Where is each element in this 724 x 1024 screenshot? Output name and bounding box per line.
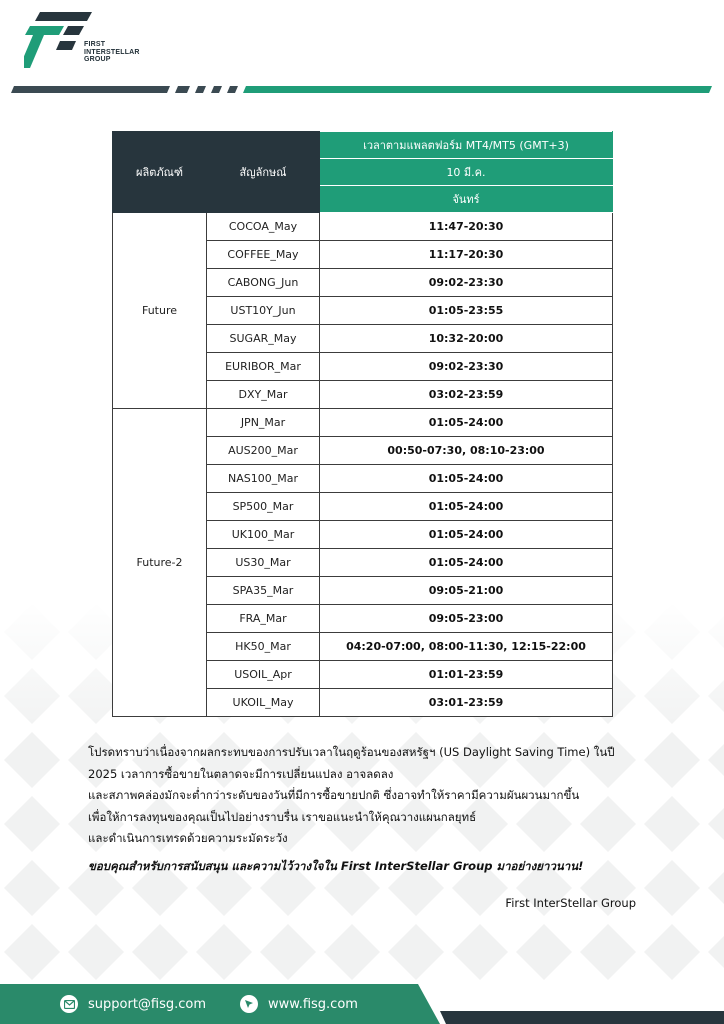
symbol-cell: US30_Mar — [207, 549, 320, 577]
time-cell: 04:20-07:00, 08:00-11:30, 12:15-22:00 — [320, 633, 613, 661]
symbol-cell: EURIBOR_Mar — [207, 353, 320, 381]
time-cell: 01:05-24:00 — [320, 465, 613, 493]
trading-hours-table — [112, 131, 613, 717]
time-cell: 01:01-23:59 — [320, 661, 613, 689]
symbol-cell: USOIL_Apr — [207, 661, 320, 689]
product-cell: Future — [113, 213, 207, 409]
time-cell: 01:05-23:55 — [320, 297, 613, 325]
symbol-cell: DXY_Mar — [207, 381, 320, 409]
signature: First InterStellar Group — [505, 896, 636, 910]
symbol-cell: COFFEE_May — [207, 241, 320, 269]
symbol-cell: SP500_Mar — [207, 493, 320, 521]
header-stripe-bar — [0, 84, 724, 96]
symbol-cell: FRA_Mar — [207, 605, 320, 633]
header-date: 10 มี.ค. — [320, 159, 613, 186]
footer-email[interactable] — [60, 995, 206, 1013]
symbol-cell: JPN_Mar — [207, 409, 320, 437]
notice-line: โปรดทราบว่าเนื่องจากผลกระทบของการปรับเวลาในฤดูร้อนของสหรัฐฯ (US Daylight Saving Time) ในปี — [88, 745, 615, 759]
time-cell: 11:47-20:30 — [320, 213, 613, 241]
symbol-cell: UK100_Mar — [207, 521, 320, 549]
symbol-cell: NAS100_Mar — [207, 465, 320, 493]
header-product: ผลิตภัณฑ์ — [113, 132, 207, 213]
table-row — [113, 213, 613, 241]
time-cell: 03:02-23:59 — [320, 381, 613, 409]
footer-website-text[interactable]: www.fisg.com — [268, 996, 358, 1012]
symbol-cell: CABONG_Jun — [207, 269, 320, 297]
time-cell: 01:05-24:00 — [320, 409, 613, 437]
time-cell: 01:05-24:00 — [320, 549, 613, 577]
symbol-cell: SPA35_Mar — [207, 577, 320, 605]
header-day: จันทร์ — [320, 186, 613, 213]
time-cell: 09:05-23:00 — [320, 605, 613, 633]
symbol-cell: UST10Y_Jun — [207, 297, 320, 325]
symbol-cell: COCOA_May — [207, 213, 320, 241]
time-cell: 11:17-20:30 — [320, 241, 613, 269]
symbol-cell: AUS200_Mar — [207, 437, 320, 465]
symbol-cell: SUGAR_May — [207, 325, 320, 353]
footer-email-text[interactable]: support@fisg.com — [88, 996, 207, 1012]
thanks-message: ขอบคุณสำหรับการสนับสนุน และความไว้วางใจใน First InterStellar Group มาอย่างยาวนาน! — [88, 859, 584, 873]
time-cell: 09:02-23:30 — [320, 269, 613, 297]
header-symbol: สัญลักษณ์ — [207, 132, 320, 213]
time-cell: 03:01-23:59 — [320, 689, 613, 717]
notice-line: เพื่อให้การลงทุนของคุณเป็นไปอย่างราบรื่น เราขอแนะนำให้คุณวางแผนกลยุทธ์ — [88, 809, 477, 824]
time-cell: 01:05-24:00 — [320, 493, 613, 521]
notice-line: 2025 เวลาการซื้อขายในตลาดจะมีการเปลี่ยนแปลง อาจลดลง — [88, 766, 394, 781]
cursor-icon — [240, 995, 258, 1013]
header-platform-time: เวลาตามแพลตฟอร์ม MT4/MT5 (GMT+3) — [320, 132, 613, 159]
product-cell: Future-2 — [113, 409, 207, 717]
notice-line: และสภาพคล่องมักจะต่ำกว่าระดับของวันที่มีการซื้อขายปกติ ซึ่งอาจทำให้ราคามีความผันผวนมากขึ้น — [88, 788, 580, 802]
notice-text — [88, 742, 688, 850]
symbol-cell: UKOIL_May — [207, 689, 320, 717]
time-cell: 10:32-20:00 — [320, 325, 613, 353]
time-cell: 00:50-07:30, 08:10-23:00 — [320, 437, 613, 465]
logo-wordmark: FIRST INTERSTELLAR GROUP — [84, 41, 140, 63]
footer-website[interactable] — [240, 995, 358, 1013]
notice-line: และดำเนินการเทรดด้วยความระมัดระวัง — [88, 831, 288, 845]
time-cell: 01:05-24:00 — [320, 521, 613, 549]
time-cell: 09:05-21:00 — [320, 577, 613, 605]
symbol-cell: HK50_Mar — [207, 633, 320, 661]
mail-icon — [60, 995, 78, 1013]
time-cell: 09:02-23:30 — [320, 353, 613, 381]
table-row — [113, 409, 613, 437]
